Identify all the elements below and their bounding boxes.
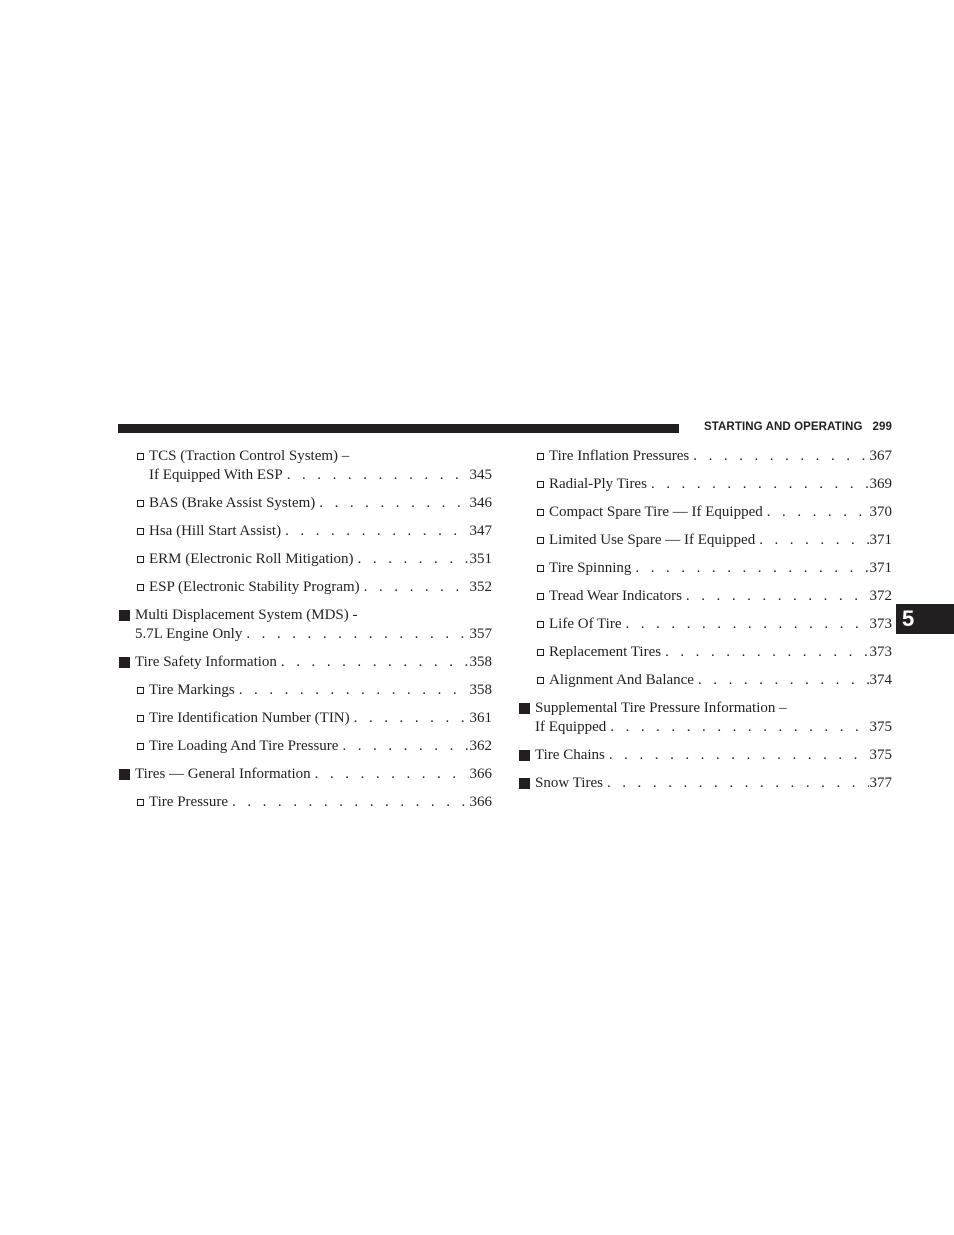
toc-page-number: 351 [469,551,492,567]
dot-leader [287,466,469,485]
toc-page-number: 372 [869,588,892,604]
toc-page-number: 362 [469,738,492,754]
dot-leader [354,709,469,728]
toc-entry[interactable] [118,765,492,784]
filled-square-bullet-icon [119,606,130,625]
dot-leader [342,737,468,756]
toc-entry[interactable] [518,559,892,578]
toc-entry[interactable] [518,699,892,737]
toc-page-number: 369 [869,476,892,492]
dot-leader [285,522,468,541]
toc-entry-title: Radial-Ply Tires [549,476,647,492]
toc-page-number: 358 [469,654,492,670]
toc-entry-title: Tread Wear Indicators [549,588,682,604]
toc-entry[interactable] [518,643,892,662]
toc-entry-title: Multi Displacement System (MDS) - [135,607,358,623]
toc-entry[interactable] [518,774,892,793]
open-square-bullet-icon [137,681,144,700]
dot-leader [767,503,869,522]
page-number: 299 [872,421,892,433]
dot-leader [246,625,468,644]
open-square-bullet-icon [137,737,144,756]
dot-leader [607,774,869,793]
toc-entry[interactable] [118,550,492,569]
toc-page-number: 371 [869,532,892,548]
chapter-tab[interactable]: 5 [896,604,954,634]
toc-page-number: 352 [469,579,492,595]
filled-square-bullet-icon [519,699,530,718]
toc-page-number: 358 [469,682,492,698]
toc-entry-title: Hsa (Hill Start Assist) [149,523,282,539]
toc-entry-title: If Equipped [535,719,607,735]
toc-entry[interactable] [118,494,492,513]
toc-entry[interactable] [518,746,892,765]
dot-leader [698,671,869,690]
open-square-bullet-icon [537,503,544,522]
open-square-bullet-icon [537,643,544,662]
toc-entry-title: Tire Markings [149,682,235,698]
toc-entry[interactable] [118,606,492,644]
toc-entry-title: Tires — General Information [135,766,311,782]
toc-page-number: 347 [469,523,492,539]
toc-entry-title: If Equipped With ESP [149,467,283,483]
toc-entry[interactable] [118,793,492,812]
dot-leader [665,643,868,662]
dot-leader [281,653,469,672]
toc-page-number: 373 [869,644,892,660]
toc-entry-title: Limited Use Spare — If Equipped [549,532,756,548]
toc-entry[interactable] [118,447,492,485]
dot-leader [364,578,469,597]
toc-column-left [118,447,492,821]
toc-entry[interactable] [518,503,892,522]
toc-entry-title: 5.7L Engine Only [135,626,243,642]
toc-entry-title: Life Of Tire [549,616,622,632]
toc-page-number: 345 [469,467,492,483]
toc-page-number: 374 [869,672,892,688]
open-square-bullet-icon [137,522,144,541]
filled-square-bullet-icon [119,765,130,784]
open-square-bullet-icon [137,447,144,466]
toc-entry-title: Tire Inflation Pressures [549,448,690,464]
open-square-bullet-icon [537,531,544,550]
toc-page-number: 346 [469,495,492,511]
toc-page-number: 375 [869,719,892,735]
open-square-bullet-icon [137,550,144,569]
toc-entry-title: TCS (Traction Control System) – [149,448,350,464]
toc-page-number: 370 [869,504,892,520]
open-square-bullet-icon [537,475,544,494]
toc-entry[interactable] [518,531,892,550]
running-header [686,421,892,433]
header-rule [118,424,679,433]
toc-page-number: 371 [869,560,892,576]
toc-page-number: 357 [469,626,492,642]
toc-entry-title: Tire Safety Information [135,654,277,670]
toc-entry-title: Alignment And Balance [549,672,694,688]
dot-leader [232,793,468,812]
toc-entry[interactable] [518,671,892,690]
toc-entry[interactable] [518,587,892,606]
toc-page-number: 367 [869,448,892,464]
dot-leader [693,447,868,466]
toc-page-number: 375 [869,747,892,763]
toc-entry-title: Supplemental Tire Pressure Information – [535,700,787,716]
open-square-bullet-icon [137,494,144,513]
filled-square-bullet-icon [519,746,530,765]
dot-leader [651,475,869,494]
dot-leader [315,765,469,784]
toc-entry-title: Snow Tires [535,775,603,791]
filled-square-bullet-icon [519,774,530,793]
toc-entry-title: Tire Identification Number (TIN) [149,710,350,726]
dot-leader [239,681,469,700]
open-square-bullet-icon [537,615,544,634]
dot-leader [610,718,868,737]
dot-leader [626,615,869,634]
toc-entry[interactable] [118,737,492,756]
toc-page-number: 373 [869,616,892,632]
toc-column-right [518,447,892,802]
toc-page-number: 366 [469,794,492,810]
toc-entry[interactable] [118,578,492,597]
dot-leader [358,550,469,569]
open-square-bullet-icon [537,447,544,466]
dot-leader [759,531,868,550]
open-square-bullet-icon [137,793,144,812]
toc-entry[interactable] [518,475,892,494]
dot-leader [686,587,869,606]
section-title: STARTING AND OPERATING [703,421,863,433]
toc-page-number: 377 [869,775,892,791]
toc-entry-title: Tire Pressure [149,794,229,810]
toc-entry[interactable] [518,615,892,634]
toc-entry[interactable] [518,447,892,466]
dot-leader [319,494,468,513]
dot-leader [635,559,868,578]
toc-entry-title: ESP (Electronic Stability Program) [149,579,360,595]
toc-entry[interactable] [118,681,492,700]
toc-page-number: 366 [469,766,492,782]
filled-square-bullet-icon [119,653,130,672]
toc-page-number: 361 [469,710,492,726]
toc-entry-title: BAS (Brake Assist System) [149,495,316,511]
toc-entry-title: ERM (Electronic Roll Mitigation) [149,551,354,567]
toc-entry-title: Replacement Tires [549,644,662,660]
toc-entry[interactable] [118,709,492,728]
open-square-bullet-icon [137,709,144,728]
open-square-bullet-icon [137,578,144,597]
toc-entry-title: Tire Chains [535,747,605,763]
open-square-bullet-icon [537,559,544,578]
dot-leader [609,746,869,765]
toc-entry[interactable] [118,653,492,672]
open-square-bullet-icon [537,587,544,606]
toc-entry-title: Tire Spinning [549,560,632,576]
toc-entry-title: Compact Spare Tire — If Equipped [549,504,763,520]
toc-entry-title: Tire Loading And Tire Pressure [149,738,339,754]
open-square-bullet-icon [537,671,544,690]
toc-entry[interactable] [118,522,492,541]
